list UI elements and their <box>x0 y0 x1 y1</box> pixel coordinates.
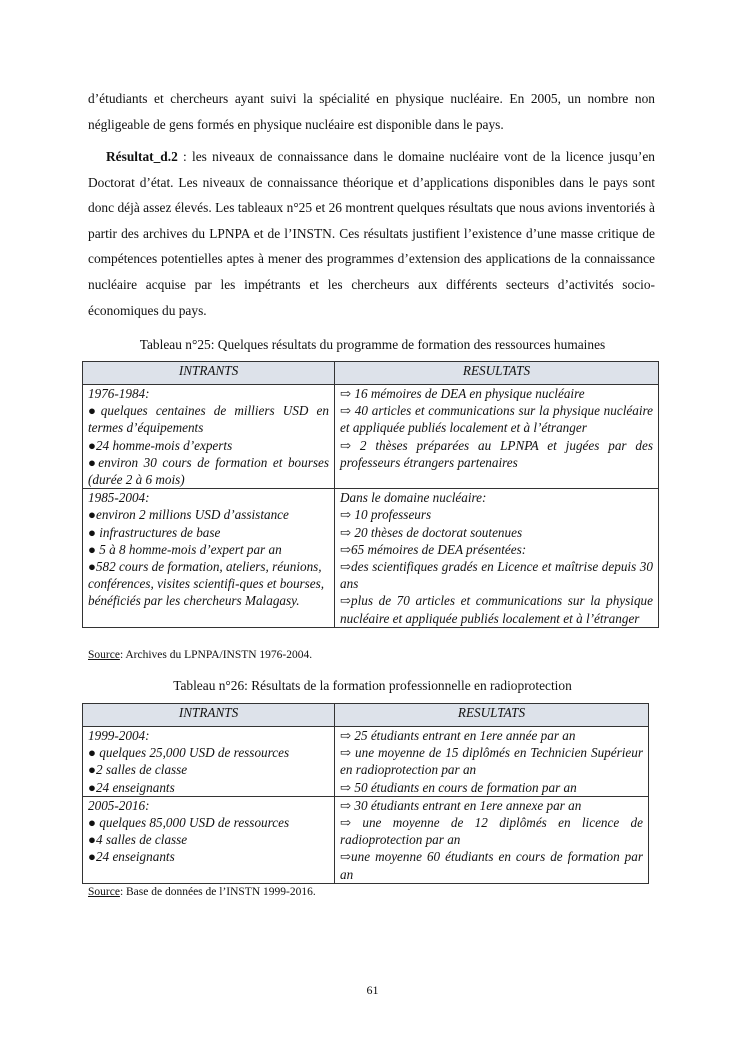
resultats-cell <box>335 727 649 797</box>
table-26-caption: Tableau n°26: Résultats de la formation professionnelle en radioprotection <box>173 678 572 693</box>
intrants-cell <box>83 489 335 628</box>
list-item: Dans le domaine nucléaire: <box>340 490 487 506</box>
list-item: ●582 cours de formation, ateliers, réunions, conférences, visites scientifi-ques et bourses, bénéficiés par les chercheurs Malagasy. <box>88 559 325 609</box>
intrants-cell <box>83 385 335 489</box>
table-26 <box>82 703 649 884</box>
list-item: ● 5 à 8 homme-mois d’expert par an <box>88 541 282 557</box>
table-25-caption: Tableau n°25: Quelques résultats du programme de formation des ressources humaines <box>139 337 606 352</box>
list-item: ⇨ 30 étudiants entrant en 1ere annexe par an <box>340 797 582 813</box>
body-paragraph-1 <box>88 86 655 137</box>
resultats-cell <box>335 796 649 883</box>
list-item: ⇨65 mémoires de DEA présentées: <box>340 541 527 557</box>
body-paragraph-2 <box>88 144 655 323</box>
paragraph-text: d’étudiants et chercheurs ayant suivi la spécialité en physique nucléaire. En 2005, un nombre non négligeable de gens formés en physique nucléaire est disponible dans le pays. <box>88 91 655 132</box>
table-25 <box>82 361 659 628</box>
list-item: ●environ 30 cours de formation et bourses (durée 2 à 6 mois) <box>88 454 329 488</box>
table-row <box>83 385 659 489</box>
header-resultats: RESULTATS <box>335 704 649 727</box>
period-label: 1999-2004: <box>88 728 150 743</box>
list-item: ⇨ une moyenne de 12 diplômés en licence de radioprotection par an <box>340 815 643 848</box>
source-text: : Archives du LPNPA/INSTN 1976-2004. <box>119 649 313 661</box>
header-intrants: INTRANTS <box>83 362 335 385</box>
list-item: ●4 salles de classe <box>88 832 188 848</box>
header-intrants: INTRANTS <box>83 704 335 727</box>
list-item: ●environ 2 millions USD d’assistance <box>88 507 289 523</box>
resultats-cell <box>335 385 659 489</box>
list-item: ●24 enseignants <box>88 849 175 865</box>
table-header-row <box>83 704 649 727</box>
paragraph-text: : les niveaux de connaissance dans le domaine nucléaire vont de la licence jusqu’en Doctorat d’état. Les niveaux de connaissance théorique et d’applications disponibles dans le pays sont donc déjà assez élevés. Les tableaux n°25 et 26 montrent quelques résultats que nous avions inventoriés à partir des archives du LPNPA et de l’INSTN. Ces résultats justifient l’existence d’une masse critique de compétences potentielles aptes à mener des programmes d’extension des applications de la connaissance nucléaire acquise par les impétrants et les chercheurs aux différents secteurs d’activités socio-économiques du pays. <box>88 149 655 318</box>
list-item: ●2 salles de classe <box>88 762 188 778</box>
list-item: ⇨ une moyenne de 15 diplômés en Technicien Supérieur en radioprotection par an <box>340 745 643 778</box>
list-item: ● quelques 85,000 USD de ressources <box>88 815 290 831</box>
list-item: ⇨ 50 étudiants en cours de formation par an <box>340 779 577 795</box>
list-item: ⇨ 40 articles et communications sur la physique nucléaire et appliquée publiés localement et à l’étranger <box>340 403 653 436</box>
period-label: 1985-2004: <box>88 490 150 506</box>
list-item: ⇨ 16 mémoires de DEA en physique nucléaire <box>340 386 585 401</box>
list-item: ● quelques 25,000 USD de ressources <box>88 745 290 761</box>
table-26-source <box>88 886 316 898</box>
list-item: ⇨ 2 thèses préparées au LPNPA et jugées par des professeurs étrangers partenaires <box>340 437 653 470</box>
resultats-cell <box>335 489 659 628</box>
period-label: 2005-2016: <box>88 797 150 813</box>
list-item: ⇨plus de 70 articles et communications sur la physique nucléaire et appliquée publiés localement et à l’étranger <box>340 593 653 626</box>
header-resultats: RESULTATS <box>335 362 659 385</box>
table-25-source <box>88 649 312 661</box>
table-row <box>83 489 659 628</box>
list-item: ⇨ 25 étudiants entrant en 1ere année par an <box>340 728 576 743</box>
source-label: Source <box>88 649 120 661</box>
table-header-row <box>83 362 659 385</box>
list-item: ●quelques centaines de milliers USD en termes d’équipements <box>88 403 329 436</box>
result-label: Résultat_d.2 <box>106 149 178 164</box>
page-number: 61 <box>366 983 379 997</box>
list-item: ⇨ 20 thèses de doctorat soutenues <box>340 524 523 540</box>
list-item: ●24 homme-mois d’experts <box>88 437 233 453</box>
source-text: : Base de données de l’INSTN 1999-2016. <box>119 886 316 898</box>
list-item: ● infrastructures de base <box>88 524 221 540</box>
table-row <box>83 727 649 797</box>
list-item: ⇨ 10 professeurs <box>340 507 432 523</box>
list-item: ●24 enseignants <box>88 779 175 795</box>
list-item: ⇨une moyenne 60 étudiants en cours de formation par an <box>340 849 643 882</box>
intrants-cell <box>83 727 335 797</box>
period-label: 1976-1984: <box>88 386 150 401</box>
list-item: ⇨des scientifiques gradés en Licence et maîtrise depuis 30 ans <box>340 559 653 592</box>
table-row <box>83 796 649 883</box>
intrants-cell <box>83 796 335 883</box>
source-label: Source <box>88 886 120 898</box>
